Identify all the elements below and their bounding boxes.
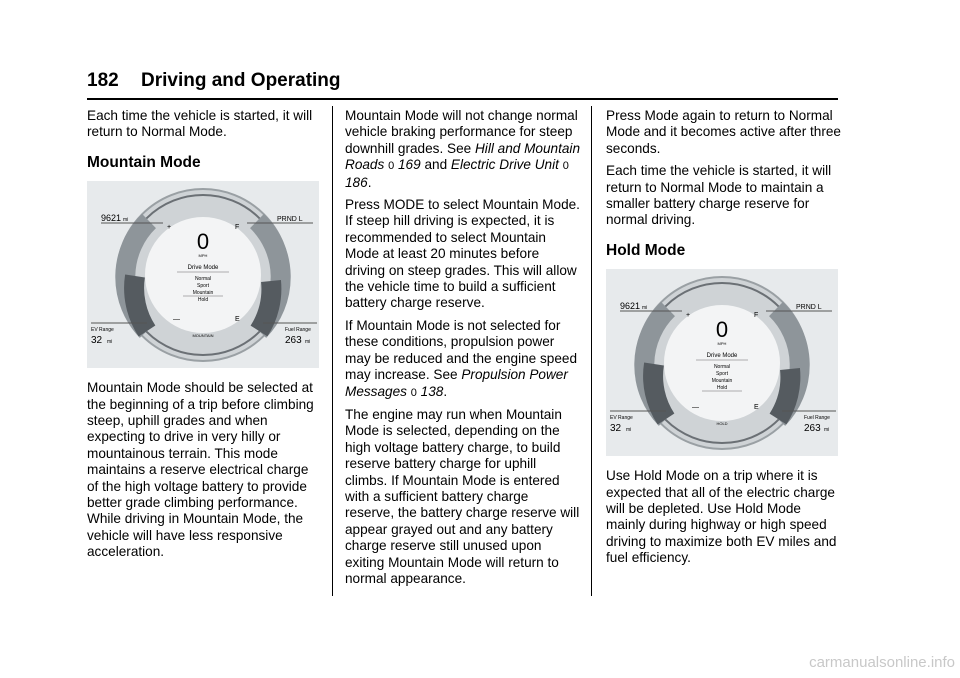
fuel-range-value: 263 [804, 423, 821, 435]
paragraph: Use Hold Mode on a trip where it is expected that all of the electric charge will be depleted. Use Hold Mode mainly during highway or high speed driving to maximize both EV miles and fuel efficiency. [606, 468, 837, 566]
page-ref-icon: 0 [410, 386, 417, 399]
cross-reference-page[interactable]: 186 [345, 174, 368, 190]
paragraph: The engine may run when Mountain Mode is selected, depending on the high voltage battery charge, to build reserve battery charge for uphill climbs. If Mountain Mode is entered with a sufficient battery charge reserve, the battery charge reserve will appear grayed out and any battery charge reserve still unused upon exiting Mountain Mode will return to normal appearance. [345, 406, 580, 586]
mode-indicator: HOLD [716, 421, 728, 427]
minus-mark: — [173, 316, 180, 324]
paragraph: If Mountain Mode is not selected for these conditions, propulsion power may be reduced and the engine speed may increase. See Propulsion Power Messages 0 138. [345, 317, 578, 399]
paragraph: Each time the vehicle is started, it will return to Normal Mode. [87, 108, 313, 140]
empty-mark: E [235, 316, 240, 324]
ev-range-unit: mi [626, 427, 632, 434]
cross-reference-page[interactable]: 169 [397, 157, 421, 173]
page-ref-icon: 0 [562, 160, 569, 173]
ev-range-label: EV Range [91, 327, 114, 334]
fuel-range-label: Fuel Range [285, 327, 311, 334]
hold-mode-heading: Hold Mode [606, 241, 686, 259]
drive-mode-title: Drive Mode [706, 353, 738, 360]
paragraph: Each time the vehicle is started, it will return to Normal Mode to maintain a smaller battery charge reserve for normal driving. [606, 163, 832, 228]
drive-mode-title: Drive Mode [187, 265, 219, 272]
fuel-range-unit: mi [305, 339, 311, 346]
mountain-mode-heading: Mountain Mode [87, 153, 201, 171]
plus-mark: + [686, 312, 691, 320]
odometer-value: 9621 [620, 301, 641, 312]
speed-unit: MPH [198, 253, 208, 259]
speed-unit: MPH [717, 341, 727, 347]
drive-mode-option: Hold [197, 297, 209, 304]
odometer-value: 9621 [101, 213, 122, 224]
drive-mode-option: Normal [194, 276, 212, 283]
drive-mode-option-selected: Hold [716, 385, 728, 392]
drive-mode-option-selected: Mountain [192, 290, 214, 297]
text: and [420, 157, 451, 173]
paragraph: Press Mode again to return to Normal Mode and it becomes active after three seconds. [606, 108, 841, 156]
fuel-range-value: 263 [285, 335, 302, 347]
fuel-range-unit: mi [824, 427, 830, 434]
empty-mark: E [754, 404, 759, 412]
header-rule [87, 98, 838, 100]
ev-range-value: 32 [610, 423, 622, 435]
prndl-indicator: PRND L [796, 304, 822, 312]
paragraph: Mountain Mode should be selected at the beginning of a trip before climbing steep, uphill grades and when expecting to drive in very hilly or mountainous terrain. This mode maintains a reserve electrical charge of the high voltage battery to provide better grade climbing performance. While driving in Mountain Mode, the vehicle will have less responsive acceleration. [87, 380, 314, 560]
column-3 [606, 108, 842, 573]
paragraph: Mountain Mode will not change normal vehicle braking performance for steep downhill grades. See Hill and Mountain Roads 0 169 and Electric Drive Unit 0 186. [345, 108, 581, 190]
text: If Mountain Mode is not selected for these conditions, propulsion power may be reduced and the engine speed may increase. See [345, 317, 578, 383]
drive-mode-option: Sport [197, 283, 209, 290]
text: Mountain Mode will not change normal vehicle braking performance for steep downhill grades. See [345, 108, 578, 156]
column-divider [332, 106, 333, 596]
prndl-indicator: PRND L [277, 216, 303, 224]
column-2 [345, 108, 581, 593]
drive-mode-option: Mountain [711, 378, 733, 385]
cross-reference[interactable]: Propulsion Power Messages [345, 367, 568, 399]
column-1 [87, 108, 323, 567]
minus-mark: — [692, 404, 699, 412]
watermark: carmanualsonline.info [809, 654, 955, 671]
cross-reference-page[interactable]: 138 [420, 383, 444, 399]
section-title: Driving and Operating [141, 70, 341, 91]
odometer-unit: mi [123, 217, 129, 224]
ev-range-value: 32 [91, 335, 103, 347]
drive-mode-option: Normal [713, 364, 731, 371]
plus-mark: + [167, 224, 172, 232]
hold-mode-cluster-figure [606, 269, 838, 456]
ev-range-unit: mi [107, 339, 113, 346]
mode-indicator: MOUNTAIN [192, 333, 214, 339]
odometer-unit: mi [642, 305, 648, 312]
drive-mode-option: Sport [716, 371, 728, 378]
paragraph: Press MODE to select Mountain Mode. If steep hill driving is expected, it is recommended to select Mountain Mode at least 20 minutes before driving on steep grades. This will allow the vehicle time to build a sufficient battery charge reserve. [345, 197, 580, 311]
cross-reference[interactable]: Electric Drive Unit [450, 157, 559, 173]
cross-reference[interactable]: Hill and Mountain Roads [345, 140, 581, 173]
column-divider [591, 106, 592, 596]
page-header [87, 70, 837, 96]
full-mark: F [235, 224, 240, 232]
full-mark: F [754, 312, 759, 320]
speed-readout: 0 [715, 317, 729, 343]
page-ref-icon: 0 [388, 160, 395, 173]
fuel-range-label: Fuel Range [804, 415, 830, 422]
speed-readout: 0 [196, 229, 210, 255]
page-number: 182 [87, 70, 119, 91]
ev-range-label: EV Range [610, 415, 633, 422]
mountain-mode-cluster-figure [87, 181, 319, 368]
